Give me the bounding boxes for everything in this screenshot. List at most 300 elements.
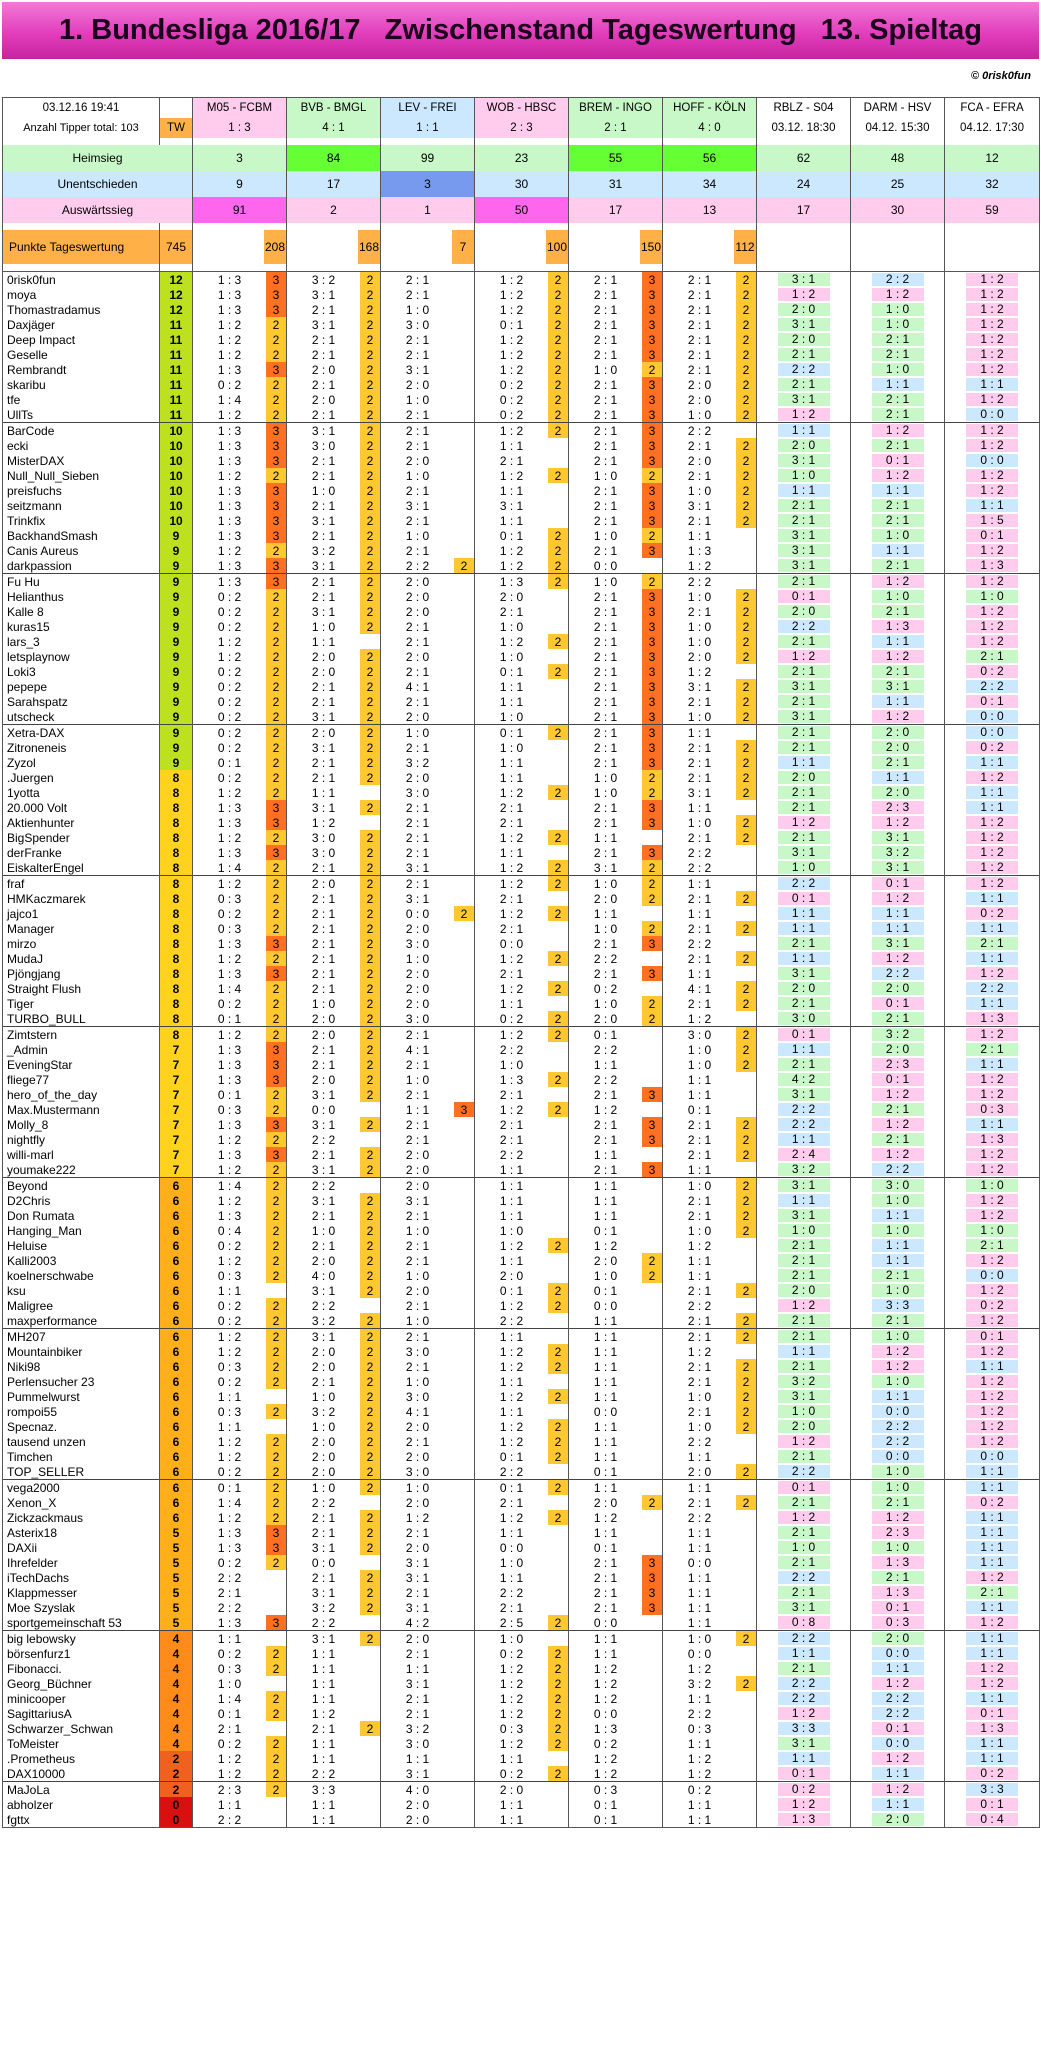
tip-wrap — [287, 709, 380, 724]
tipper-row — [3, 392, 1040, 407]
tip-cell — [287, 1389, 381, 1404]
tip-points — [360, 1178, 380, 1193]
open-tip-cell — [757, 1736, 851, 1751]
tip-score: 1 : 2 — [499, 634, 524, 649]
open-tip-score: 0 : 1 — [872, 997, 924, 1010]
tipper-row — [3, 317, 1040, 332]
home-count: 56 — [663, 145, 757, 171]
open-tip-wrap — [851, 1449, 944, 1464]
tip-score: 3 : 0 — [405, 785, 430, 800]
open-tip-score: 1 : 2 — [872, 892, 924, 905]
tip-cell — [287, 1615, 381, 1631]
open-tip-wrap — [757, 649, 850, 664]
tip-wrap — [193, 347, 286, 362]
tip-points — [736, 1615, 756, 1630]
open-tip-cell — [851, 740, 945, 755]
tip-cell — [193, 1072, 287, 1087]
open-tip-score: 0 : 2 — [966, 1767, 1018, 1780]
open-tip-cell — [945, 876, 1040, 892]
tip-points — [454, 1449, 474, 1464]
open-tip-wrap — [851, 891, 944, 906]
open-tip-wrap — [945, 1812, 1039, 1827]
tip-score: 0 : 1 — [499, 725, 524, 740]
tip-score: 2 : 1 — [687, 347, 712, 362]
tip-cell — [569, 1268, 663, 1283]
tipper-total: 7 — [160, 1042, 193, 1057]
tipper-name: Klappmesser — [3, 1585, 160, 1600]
open-tip-cell — [851, 1615, 945, 1631]
tip-wrap — [381, 1540, 474, 1555]
tip-wrap — [663, 815, 756, 830]
open-tip-cell — [757, 1631, 851, 1647]
open-tip-score: 2 : 1 — [778, 1450, 830, 1463]
tip-wrap — [663, 1540, 756, 1555]
tip-wrap — [569, 1268, 662, 1283]
tip-wrap — [663, 407, 756, 422]
open-tip-score: 2 : 2 — [778, 363, 830, 376]
tip-points: 2 — [360, 694, 380, 709]
tip-points — [642, 1480, 662, 1495]
open-tip-wrap — [851, 1812, 944, 1827]
open-tip-wrap — [757, 1238, 850, 1253]
tip-score: 2 : 1 — [593, 1555, 618, 1570]
tip-points: 2 — [360, 770, 380, 785]
tip-points — [736, 1540, 756, 1555]
tip-points: 3 — [266, 362, 286, 377]
tip-wrap — [381, 1283, 474, 1298]
tip-score: 2 : 1 — [687, 513, 712, 528]
tip-score: 2 : 1 — [593, 392, 618, 407]
tip-wrap — [381, 740, 474, 755]
tip-cell — [287, 347, 381, 362]
tip-score: 2 : 0 — [311, 649, 336, 664]
tip-cell — [569, 1434, 663, 1449]
tip-wrap — [569, 498, 662, 513]
tip-cell — [569, 1449, 663, 1464]
open-tip-wrap — [851, 528, 944, 543]
open-tip-cell — [851, 921, 945, 936]
tip-points — [454, 392, 474, 407]
open-tip-score: 0 : 0 — [872, 1737, 924, 1750]
tip-points: 3 — [642, 287, 662, 302]
open-tip-cell — [851, 1525, 945, 1540]
tip-cell — [663, 347, 757, 362]
tipper-total: 8 — [160, 966, 193, 981]
tip-points — [454, 649, 474, 664]
tip-cell — [663, 921, 757, 936]
open-tip-wrap — [757, 1631, 850, 1646]
tip-score: 1 : 2 — [499, 423, 524, 438]
away-count: 17 — [569, 197, 663, 223]
open-tip-score: 2 : 3 — [872, 1058, 924, 1071]
tip-cell — [381, 287, 475, 302]
open-tip-wrap — [851, 1359, 944, 1374]
tip-cell — [475, 438, 569, 453]
tip-score: 2 : 2 — [687, 845, 712, 860]
tip-score: 2 : 1 — [405, 287, 430, 302]
open-tip-cell — [757, 558, 851, 574]
tipper-name: .Prometheus — [3, 1751, 160, 1766]
tip-score: 1 : 1 — [687, 1268, 712, 1283]
open-tip-score: 1 : 2 — [966, 816, 1018, 829]
open-tip-cell — [945, 619, 1040, 634]
tip-points: 2 — [360, 1042, 380, 1057]
open-tip-wrap — [945, 1283, 1039, 1298]
open-tip-wrap — [757, 1057, 850, 1072]
tip-points — [548, 845, 568, 860]
tip-score: 0 : 2 — [217, 377, 242, 392]
open-tip-score: 1 : 2 — [966, 544, 1018, 557]
tip-score: 2 : 1 — [687, 951, 712, 966]
tip-points — [454, 1736, 474, 1751]
tip-points: 2 — [360, 619, 380, 634]
tip-points — [736, 966, 756, 981]
tip-score: 1 : 2 — [217, 634, 242, 649]
tip-score: 1 : 2 — [499, 272, 524, 287]
tip-wrap — [475, 1419, 568, 1434]
tip-points: 2 — [548, 860, 568, 875]
tip-score: 2 : 1 — [405, 664, 430, 679]
tip-score: 1 : 0 — [687, 589, 712, 604]
open-tip-wrap — [757, 830, 850, 845]
tip-points: 3 — [642, 800, 662, 815]
tipper-row — [3, 407, 1040, 423]
tip-points — [642, 558, 662, 573]
tip-score: 1 : 0 — [687, 1419, 712, 1434]
tip-wrap — [663, 1208, 756, 1223]
tip-score: 1 : 0 — [405, 392, 430, 407]
open-tip-wrap — [945, 679, 1039, 694]
tip-score: 1 : 1 — [311, 1736, 336, 1751]
tip-cell — [381, 1147, 475, 1162]
tip-points: 3 — [642, 498, 662, 513]
home-count: 99 — [381, 145, 475, 171]
open-tip-cell — [757, 1117, 851, 1132]
tip-points: 3 — [642, 815, 662, 830]
tip-wrap — [475, 1313, 568, 1328]
open-tip-cell — [945, 1510, 1040, 1525]
tip-wrap — [287, 1434, 380, 1449]
tip-score: 2 : 1 — [311, 1374, 336, 1389]
tip-points — [548, 815, 568, 830]
tip-wrap — [475, 498, 568, 513]
tip-points — [736, 1480, 756, 1495]
open-tip-score: 1 : 2 — [778, 1798, 830, 1811]
tip-cell — [381, 785, 475, 800]
tip-points — [454, 694, 474, 709]
open-tip-cell — [851, 1782, 945, 1798]
tip-cell — [663, 272, 757, 288]
tip-wrap — [193, 1782, 286, 1797]
tip-score: 1 : 0 — [687, 1178, 712, 1193]
draw-count: 24 — [757, 171, 851, 197]
open-tip-wrap — [945, 1162, 1039, 1177]
tip-points — [548, 1631, 568, 1646]
tip-points: 2 — [266, 589, 286, 604]
tip-cell — [287, 1344, 381, 1359]
tip-points: 2 — [360, 1510, 380, 1525]
tip-cell — [287, 815, 381, 830]
tip-wrap — [663, 453, 756, 468]
open-tip-cell — [851, 604, 945, 619]
tip-points: 3 — [642, 709, 662, 724]
open-tip-score: 1 : 0 — [872, 529, 924, 542]
tip-score: 2 : 1 — [687, 332, 712, 347]
open-tip-score: 0 : 2 — [966, 741, 1018, 754]
tip-points: 3 — [642, 302, 662, 317]
tip-wrap — [287, 1751, 380, 1766]
tip-score: 1 : 2 — [499, 558, 524, 573]
tip-wrap — [569, 1797, 662, 1812]
tip-score: 2 : 1 — [593, 513, 618, 528]
tip-cell — [475, 664, 569, 679]
tip-points — [266, 1600, 286, 1615]
tipper-row — [3, 876, 1040, 892]
open-tip-cell — [757, 966, 851, 981]
open-tip-wrap — [851, 936, 944, 951]
tip-wrap — [193, 755, 286, 770]
open-tip-cell — [757, 1449, 851, 1464]
open-tip-wrap — [945, 1736, 1039, 1751]
tipper-row — [3, 1585, 1040, 1600]
open-tip-score: 0 : 0 — [872, 1450, 924, 1463]
open-tip-wrap — [945, 996, 1039, 1011]
tipper-name: Zickzackmaus — [3, 1510, 160, 1525]
tip-cell — [475, 347, 569, 362]
tip-points: 2 — [360, 1147, 380, 1162]
tip-points — [642, 1147, 662, 1162]
tip-wrap — [475, 936, 568, 951]
open-tip-wrap — [945, 1751, 1039, 1766]
open-tip-wrap — [945, 1570, 1039, 1585]
tip-wrap — [381, 543, 474, 558]
tip-wrap — [663, 1555, 756, 1570]
tip-cell — [381, 483, 475, 498]
open-tip-cell — [757, 1600, 851, 1615]
tip-score: 1 : 1 — [311, 1646, 336, 1661]
tip-cell — [475, 1087, 569, 1102]
tipper-total: 9 — [160, 664, 193, 679]
tip-points — [736, 1253, 756, 1268]
tip-score: 1 : 2 — [217, 1253, 242, 1268]
tip-points — [548, 936, 568, 951]
open-tip-wrap — [945, 1449, 1039, 1464]
open-tip-wrap — [945, 1615, 1039, 1630]
tip-points — [454, 1510, 474, 1525]
tip-points — [642, 1298, 662, 1313]
open-tip-wrap — [757, 1691, 850, 1706]
match-points — [851, 230, 945, 264]
open-tip-score: 1 : 1 — [778, 952, 830, 965]
open-tip-wrap — [945, 453, 1039, 468]
tip-wrap — [663, 1147, 756, 1162]
tip-points: 3 — [642, 936, 662, 951]
tip-cell — [193, 936, 287, 951]
open-tip-score: 1 : 1 — [872, 695, 924, 708]
tip-cell — [381, 513, 475, 528]
open-tip-cell — [757, 1797, 851, 1812]
tip-wrap — [381, 513, 474, 528]
open-tip-cell — [757, 679, 851, 694]
tip-wrap — [569, 1404, 662, 1419]
tip-cell — [663, 438, 757, 453]
tip-wrap — [663, 1751, 756, 1766]
tip-score: 2 : 1 — [405, 694, 430, 709]
tip-wrap — [475, 1766, 568, 1781]
tipper-row — [3, 483, 1040, 498]
tip-wrap — [663, 891, 756, 906]
tip-score: 1 : 1 — [593, 1419, 618, 1434]
tipper-total: 6 — [160, 1193, 193, 1208]
tip-wrap — [381, 1268, 474, 1283]
tip-points — [642, 1042, 662, 1057]
tip-score: 2 : 1 — [405, 1057, 430, 1072]
open-tip-score: 1 : 2 — [872, 1088, 924, 1101]
tipper-row — [3, 1751, 1040, 1766]
tipper-row — [3, 589, 1040, 604]
tip-score: 2 : 0 — [499, 1782, 524, 1797]
open-tip-score: 1 : 2 — [872, 1345, 924, 1358]
tip-wrap — [287, 1344, 380, 1359]
tip-points: 2 — [548, 468, 568, 483]
tip-points: 2 — [266, 1344, 286, 1359]
tip-cell — [287, 272, 381, 288]
tip-score: 0 : 1 — [499, 664, 524, 679]
open-tip-score: 1 : 2 — [966, 1662, 1018, 1675]
tip-score: 2 : 2 — [687, 1706, 712, 1721]
tipper-row — [3, 1797, 1040, 1812]
tip-points: 2 — [360, 438, 380, 453]
open-tip-wrap — [945, 1193, 1039, 1208]
tip-score: 2 : 1 — [311, 574, 336, 589]
open-tip-score: 0 : 8 — [778, 1616, 830, 1629]
tip-cell — [569, 679, 663, 694]
tip-score: 0 : 4 — [217, 1223, 242, 1238]
tip-score: 2 : 0 — [405, 377, 430, 392]
tip-points: 2 — [360, 664, 380, 679]
tip-score: 2 : 1 — [311, 1510, 336, 1525]
tip-score: 1 : 0 — [687, 1057, 712, 1072]
open-tip-score: 0 : 0 — [966, 726, 1018, 739]
open-tip-cell — [945, 1525, 1040, 1540]
tip-cell — [193, 1570, 287, 1585]
tip-points: 2 — [266, 951, 286, 966]
open-tip-cell — [757, 1691, 851, 1706]
open-tip-cell — [757, 1389, 851, 1404]
tip-score: 3 : 2 — [311, 1313, 336, 1328]
tip-cell — [193, 1449, 287, 1464]
tip-wrap — [287, 272, 380, 287]
open-tip-score: 1 : 2 — [872, 1148, 924, 1161]
tip-score: 2 : 1 — [405, 423, 430, 438]
tip-wrap — [569, 332, 662, 347]
open-tip-score: 1 : 1 — [966, 499, 1018, 512]
tip-points — [360, 1782, 380, 1797]
tip-wrap — [569, 1162, 662, 1177]
open-tip-wrap — [945, 498, 1039, 513]
tip-points — [736, 1570, 756, 1585]
open-tip-wrap — [851, 1691, 944, 1706]
tip-score: 1 : 2 — [499, 876, 524, 891]
tip-score: 0 : 0 — [499, 1540, 524, 1555]
tip-wrap — [663, 1087, 756, 1102]
tip-wrap — [381, 438, 474, 453]
tip-score: 2 : 2 — [311, 1766, 336, 1781]
tip-cell — [663, 1102, 757, 1117]
tip-cell — [381, 709, 475, 725]
open-tip-score: 1 : 1 — [872, 1390, 924, 1403]
tip-cell — [193, 1646, 287, 1661]
open-tip-score: 3 : 3 — [872, 1299, 924, 1312]
away-count: 30 — [851, 197, 945, 223]
tip-cell — [569, 1615, 663, 1631]
open-tip-score: 3 : 1 — [778, 680, 830, 693]
tipper-name: Daxjäger — [3, 317, 160, 332]
tip-cell — [193, 589, 287, 604]
tip-score: 1 : 0 — [593, 1268, 618, 1283]
tip-points: 2 — [360, 906, 380, 921]
tip-wrap — [193, 483, 286, 498]
open-tip-score: 0 : 2 — [966, 665, 1018, 678]
open-tip-cell — [945, 1570, 1040, 1585]
open-tip-cell — [757, 830, 851, 845]
open-tip-score: 1 : 1 — [966, 1058, 1018, 1071]
tip-score: 2 : 1 — [405, 347, 430, 362]
open-tip-score: 0 : 0 — [966, 710, 1018, 723]
tipper-row — [3, 468, 1040, 483]
tip-wrap — [193, 1600, 286, 1615]
open-tip-cell — [757, 468, 851, 483]
open-tip-cell — [945, 558, 1040, 574]
tip-wrap — [381, 679, 474, 694]
tip-cell — [569, 528, 663, 543]
tip-points — [642, 1691, 662, 1706]
open-tip-cell — [757, 332, 851, 347]
open-tip-score: 2 : 1 — [872, 499, 924, 512]
open-tip-cell — [757, 634, 851, 649]
tipper-total: 8 — [160, 906, 193, 921]
tip-score: 1 : 1 — [217, 1283, 242, 1298]
open-tip-wrap — [945, 1419, 1039, 1434]
tip-cell — [475, 1389, 569, 1404]
tipper-total: 5 — [160, 1555, 193, 1570]
tip-wrap — [193, 1329, 286, 1344]
tip-wrap — [663, 1253, 756, 1268]
open-tip-cell — [945, 543, 1040, 558]
tip-cell — [381, 1253, 475, 1268]
open-tip-wrap — [757, 981, 850, 996]
tip-wrap — [475, 574, 568, 589]
tip-wrap — [663, 1223, 756, 1238]
tip-points — [360, 1102, 380, 1117]
tip-score: 1 : 3 — [217, 1042, 242, 1057]
tip-wrap — [193, 1042, 286, 1057]
tip-points: 3 — [266, 453, 286, 468]
tip-score: 1 : 0 — [593, 574, 618, 589]
open-tip-cell — [945, 1736, 1040, 1751]
tip-score: 2 : 1 — [687, 604, 712, 619]
tip-points — [736, 1525, 756, 1540]
tip-points: 2 — [266, 1027, 286, 1042]
tip-score: 1 : 3 — [217, 1208, 242, 1223]
open-tip-score: 2 : 1 — [872, 393, 924, 406]
open-tip-cell — [757, 1570, 851, 1585]
tip-points: 2 — [360, 589, 380, 604]
tip-points: 3 — [642, 604, 662, 619]
tip-wrap — [475, 1404, 568, 1419]
tip-score: 3 : 2 — [311, 272, 336, 287]
open-tip-score: 2 : 0 — [778, 1420, 830, 1433]
